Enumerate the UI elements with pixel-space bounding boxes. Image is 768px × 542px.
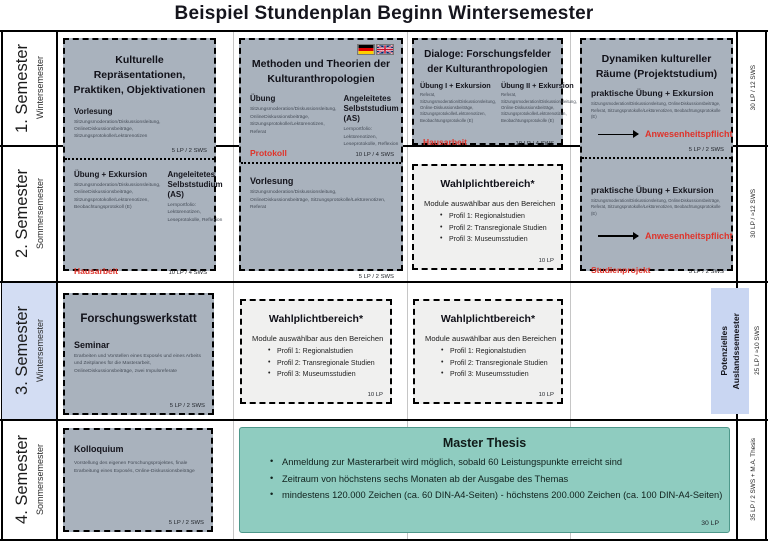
elective-item: • Profil 3: Museumsstudien <box>440 235 561 244</box>
attendance-note: Anwesenheitspflicht <box>645 129 733 140</box>
thesis-bullet: • Zeitraum von höchstens sechs Monaten ab der Ausgabe des Themas <box>270 473 729 486</box>
course-detail: Vorstellung des eigenen Forschungsprojektes, finale Erarbeitung eines Exposés, Online-Diskussionsbeiträge <box>74 461 195 474</box>
elective-item: • Profil 1: Regionalstudien <box>441 347 561 356</box>
attendance-note: Anwesenheitspflicht <box>645 230 733 241</box>
elective-item: • Profil 2: Transregionale Studien <box>440 224 561 233</box>
course-heading: Vorlesung <box>74 106 113 116</box>
semester-1-section <box>414 48 577 151</box>
semester-3-label <box>2 283 56 419</box>
semester-label: 2. Semester <box>13 169 31 258</box>
course-heading: Übung I + Exkursion <box>420 81 491 90</box>
course-detail: Sitzungsmoderation/Diskussionsleitung, OnlineDiskussionsbeiträge, Sitzungsprotokolle/Lektürenotizen, Beobachtungsprotokoll (E) <box>74 183 161 211</box>
module-methoden-theorien <box>239 38 403 280</box>
course-detail: Sitzungsmoderation/Diskussionsleitung, OnlineDiskussionsbeiträge, Sitzungsprotokolle/Lektürenotizen <box>74 119 161 140</box>
master-thesis-box <box>239 427 730 533</box>
semester-label: 1. Semester <box>13 43 31 133</box>
course-detail: Referat, Sitzungsmoderation/Diskussionsleitung, Online-Diskussionsbeiträge, Sitzungsprotokolle/Lektürenotizen, Beobachtungsprotokolle (E) <box>420 92 496 123</box>
course-detail: Erarbeiten und Vorstellen eines Exposés und eines Arbeits und Zeitplanes für die Masterarbeit, OnlineDiskussionsbeiträge, zwei Impulsreferate <box>74 353 201 374</box>
german-flag-icon <box>358 45 374 54</box>
course-heading: Übung + Exkursion <box>74 170 148 179</box>
elective-intro: Module auswählbar aus den Bereichen <box>425 334 557 343</box>
course-heading: Kolloquium <box>74 444 124 454</box>
credits-label: 10 LP <box>538 258 554 264</box>
term-label: Wintersemester <box>35 318 45 382</box>
semester-2-credits <box>739 147 767 280</box>
term-label: Wintersemester <box>35 56 45 120</box>
semester-2-section <box>582 157 731 279</box>
credits-label: 5 LP / 2 SWS <box>688 147 724 153</box>
divider <box>56 30 58 541</box>
elective-title: Wahlplichtbereich* <box>440 178 535 190</box>
credits-label: 5 LP / 2 SWS <box>171 148 207 154</box>
module-dialoge <box>412 38 577 147</box>
course-heading: Vorlesung <box>250 176 294 186</box>
semester-1-section <box>65 53 214 158</box>
semester-1-credits <box>739 32 767 144</box>
module-dynamiken-raeume <box>580 38 733 275</box>
elective-box-semester2 <box>412 164 563 270</box>
credits-label: 5 LP / 2 SWS <box>168 520 204 526</box>
semester-label: 3. Semester <box>13 306 31 395</box>
semester-2-label <box>2 147 56 280</box>
elective-intro: Module auswählbar aus den Bereichen <box>252 334 384 343</box>
abroad-semester-box <box>711 288 749 414</box>
uk-flag-icon <box>377 45 393 54</box>
course-heading: Übung II + Exkursion <box>500 81 574 90</box>
module-forschungswerkstatt <box>63 293 214 415</box>
abroad-label-line2: Auslandssemester <box>731 312 741 390</box>
credits-label: 10 LP / 4 SWS <box>355 152 394 158</box>
credits-label: 10 LP <box>367 392 383 398</box>
module-kolloquium <box>63 428 213 532</box>
course-detail: Sitzungsmoderation/Diskussionsleitung, OnlineDiskussionsbeiträge, Sitzungsprotokolle/Lektürenotizen, Referat <box>250 190 386 210</box>
elective-intro: Module auswählbar aus den Bereichen <box>424 199 556 208</box>
arrow-icon <box>598 235 638 237</box>
semester-1-section <box>241 57 401 162</box>
course-detail: Sitzungsmoderation/Diskussionsleitung, OnlineDiskussionsbeiträge, Sitzungsprotokolle/Lektürenotizen, Referat <box>250 107 337 135</box>
credits-label: 5 LP / 2 SWS <box>688 269 724 275</box>
divider <box>736 30 738 541</box>
semester-2-section <box>241 162 401 284</box>
abroad-label-line1: Potenzielles <box>719 326 729 376</box>
course-detail: Lernportfolio: Lektürenotizen, Leseprotokolle, Reflexion <box>343 127 399 148</box>
course-heading: Angeleitetes Selbststudium (AS) <box>343 94 399 124</box>
module-kulturelle-repraesentationen <box>63 38 223 276</box>
credits-label: 30 LP <box>701 520 719 527</box>
semester-1-label <box>2 32 56 144</box>
elective-title: Wahlplichtbereich* <box>268 313 364 325</box>
term-label: Sommersemester <box>35 177 45 249</box>
course-detail: Sitzungsmoderation/Diskussionsleitung, OnlineDiskussionsbeiträge, Referat, Sitzungsprotokolle/Lektürenotizen, Beobachtungsprotokolle (E) <box>591 101 721 119</box>
module-title: Methoden und Theorien der Kulturanthropologien <box>251 58 391 86</box>
module-title: Dialoge: Forschungsfelder der Kulturanthropologien <box>424 49 551 75</box>
semester-4-credits <box>739 421 767 538</box>
elective-item: • Profil 2: Transregionale Studien <box>441 359 561 368</box>
elective-box-semester3-a <box>240 299 392 404</box>
thesis-title: Master Thesis <box>442 436 527 450</box>
semester-2-section <box>65 158 223 280</box>
course-detail: Sitzungsmoderation/Diskussionsleitung, OnlineDiskussionsbeiträge, Referat, Sitzungsprotokolle/Lektürenotizen, Beobachtungsprotokolle (E) <box>591 197 721 216</box>
thesis-bullet: • Anmeldung zur Masterarbeit wird möglich, sobald 60 Leistungspunkte erreicht sind <box>270 456 729 469</box>
course-heading: praktische Übung + Exkursion <box>591 88 714 99</box>
exam-label: Hausarbeit <box>74 266 118 276</box>
module-title: Forschungswerkstatt <box>80 313 197 325</box>
elective-box-semester3-b <box>413 299 563 404</box>
course-heading: Angeleitetes Selbststudium (AS) <box>167 170 223 199</box>
course-heading: praktische Übung + Exkursion <box>591 185 714 195</box>
divider <box>0 539 768 541</box>
credits-label: 10 LP / 4 SWS <box>168 270 207 276</box>
divider <box>0 30 768 32</box>
module-title: Kulturelle Repräsentationen, Praktiken, Objektivationen <box>73 54 206 97</box>
credits-label: 30 LP / 12 SWS <box>749 65 757 111</box>
page-title: Beispiel Stundenplan Beginn Wintersemester <box>174 3 594 24</box>
semester-4-label <box>2 421 56 538</box>
credits-label: 30 LP / ≈12 SWS <box>749 189 757 238</box>
credits-label: 5 LP / 2 SWS <box>169 403 205 409</box>
term-label: Sommersemester <box>35 443 45 515</box>
elective-item: • Profil 1: Regionalstudien <box>268 347 390 356</box>
credits-label: 5 LP / 2 SWS <box>358 274 394 280</box>
elective-item: • Profil 3: Museumsstudien <box>268 370 390 379</box>
course-detail: Lernportfolio: Lektürenotizen, Leseprotokolle, Reflexion <box>167 203 223 223</box>
course-detail: Referat, Sitzungsmoderation/Diskussionsleitung, Online-Diskussionsbeiträge, Sitzungsprotokolle/Lektürenotizen, Beobachtungsprotokolle (E) <box>500 92 577 123</box>
module-title: Dynamiken kultureller Räume (Projektstudium) <box>595 53 718 81</box>
arrow-icon <box>598 134 638 136</box>
semester-1-section <box>582 52 731 157</box>
elective-item: • Profil 1: Regionalstudien <box>440 212 561 221</box>
exam-label: Protokoll <box>250 148 287 158</box>
elective-title: Wahlplichtbereich* <box>440 313 536 325</box>
exam-label: Hausarbeit <box>423 137 467 147</box>
column-divider <box>233 30 234 539</box>
semester-label: 4. Semester <box>13 435 31 524</box>
credits-label: 25 LP / ≈10 SWS <box>753 326 761 375</box>
thesis-bullet: • mindestens 120.000 Zeichen (ca. 60 DIN-A4-Seiten) - höchstens 200.000 Zeichen (ca. 100 DIN-A4-Seiten) <box>270 489 729 502</box>
elective-item: • Profil 3: Museumsstudien <box>441 370 561 379</box>
course-heading: Übung <box>250 94 276 104</box>
course-heading: Seminar <box>74 339 110 350</box>
credits-label: 10 LP / 4 SWS <box>515 141 554 147</box>
divider <box>0 419 768 421</box>
credits-label: 35 LP / 2 SWS + M.A. Thesis <box>749 438 757 521</box>
semester-3-credits <box>748 283 766 419</box>
credits-label: 10 LP <box>538 392 554 398</box>
elective-item: • Profil 2: Transregionale Studien <box>268 359 390 368</box>
exam-label: Studienprojekt <box>591 265 651 275</box>
